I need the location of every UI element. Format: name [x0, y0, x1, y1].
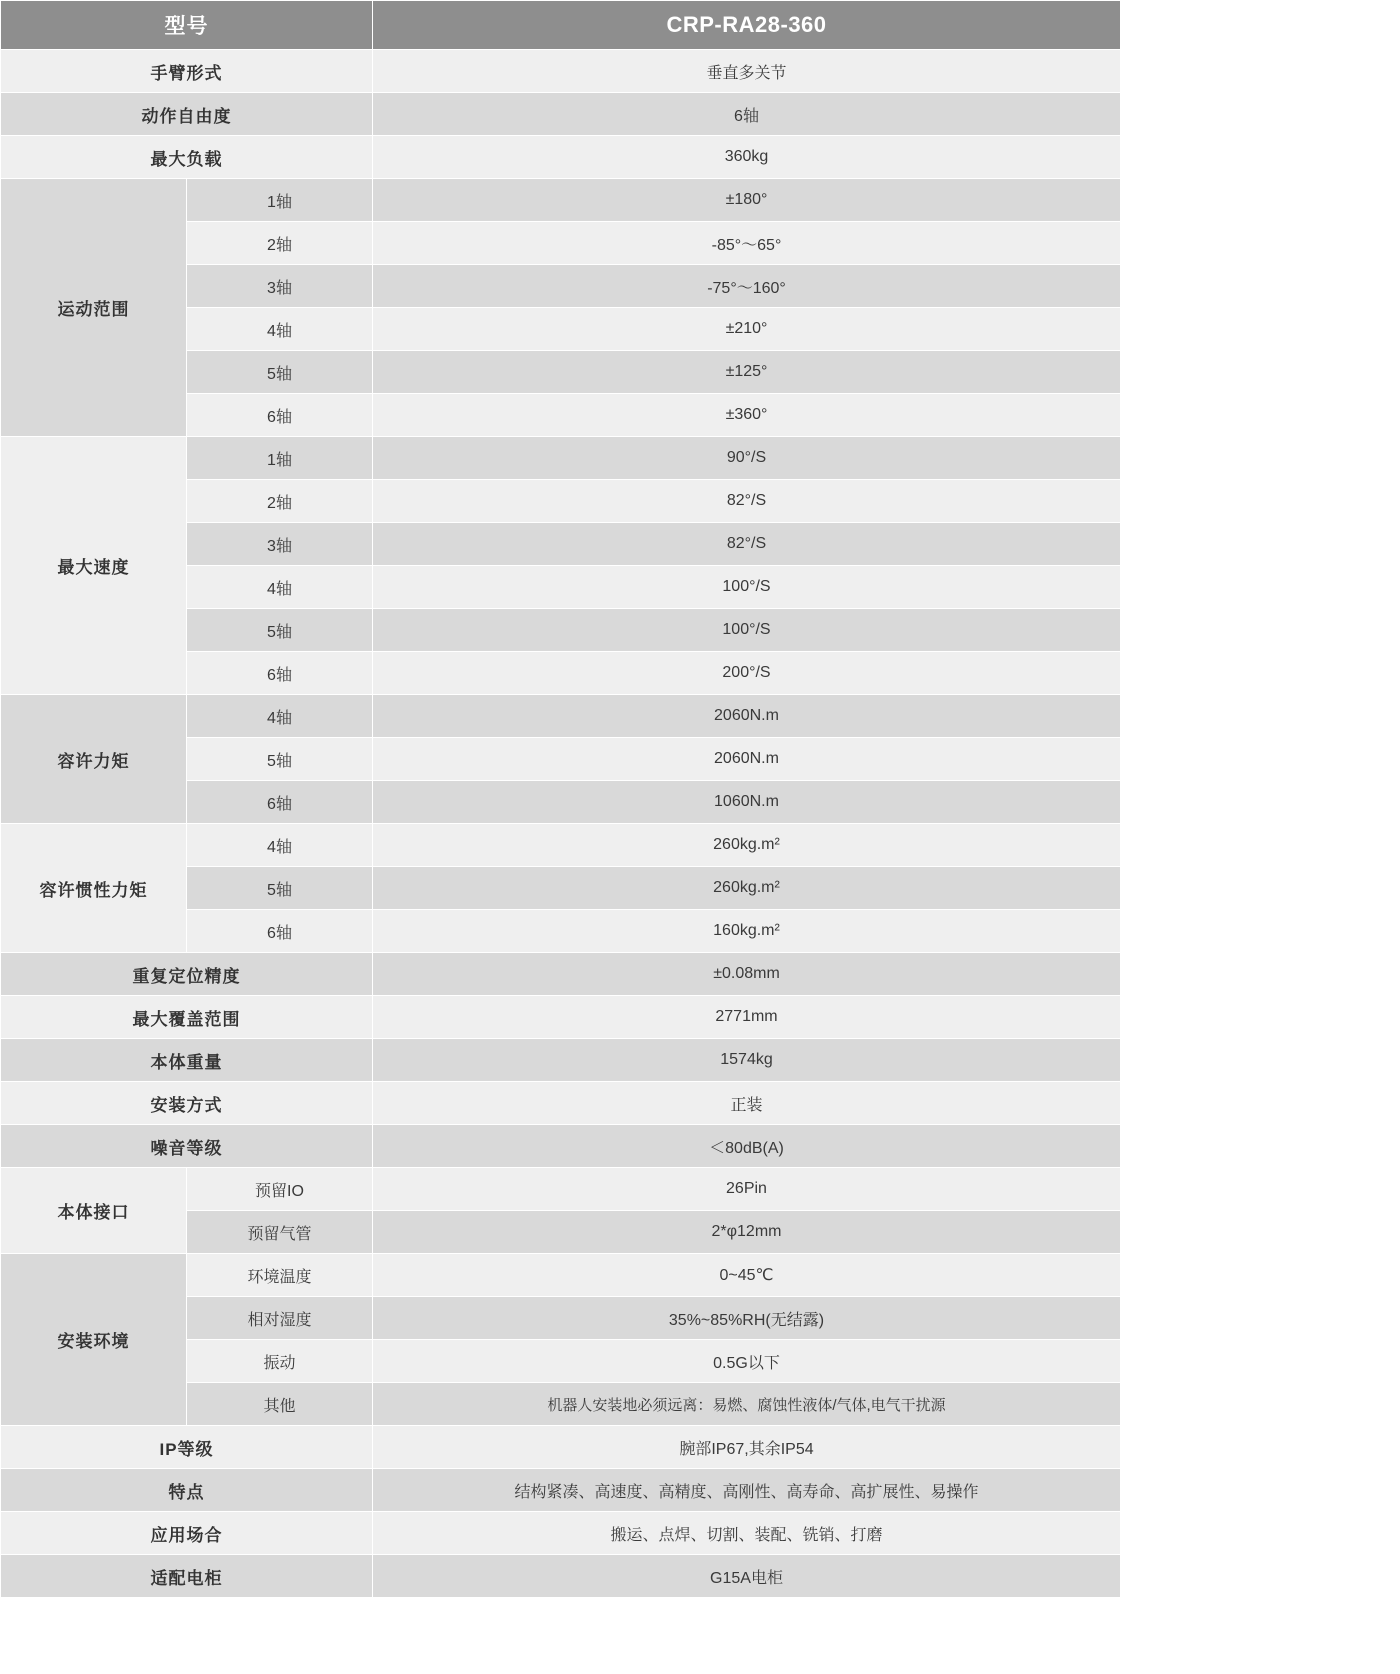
row-value: 160kg.m²: [373, 910, 1121, 953]
row-value: 2*φ12mm: [373, 1211, 1121, 1254]
row-value: 260kg.m²: [373, 824, 1121, 867]
table-row: [1, 1082, 1121, 1125]
row-sublabel: 6轴: [187, 910, 373, 953]
row-value: ＜80dB(A): [373, 1125, 1121, 1168]
table-row: [1, 179, 1121, 222]
row-value: 垂直多关节: [373, 50, 1121, 93]
row-value: -75°～160°: [373, 265, 1121, 308]
table-row: [1, 1555, 1121, 1598]
table-row: [1, 1125, 1121, 1168]
header-label: 型号: [1, 1, 373, 50]
row-label: 本体重量: [1, 1039, 373, 1082]
row-sublabel: 5轴: [187, 867, 373, 910]
row-value: 2060N.m: [373, 695, 1121, 738]
row-label: 最大负载: [1, 136, 373, 179]
row-value: 0~45℃: [373, 1254, 1121, 1297]
table-row: [1, 93, 1121, 136]
table-row: [1, 695, 1121, 738]
row-value: 0.5G以下: [373, 1340, 1121, 1383]
group-label-max-speed: 最大速度: [1, 437, 187, 695]
row-value: 26Pin: [373, 1168, 1121, 1211]
row-label: 应用场合: [1, 1512, 373, 1555]
table-row: [1, 953, 1121, 996]
row-sublabel: 振动: [187, 1340, 373, 1383]
row-sublabel: 3轴: [187, 265, 373, 308]
row-value: 2771mm: [373, 996, 1121, 1039]
row-sublabel: 3轴: [187, 523, 373, 566]
row-value: ±360°: [373, 394, 1121, 437]
table-row: [1, 996, 1121, 1039]
row-value: 200°/S: [373, 652, 1121, 695]
row-sublabel: 环境温度: [187, 1254, 373, 1297]
row-sublabel: 6轴: [187, 394, 373, 437]
table-row: [1, 1168, 1121, 1211]
row-value: 35%~85%RH(无结露): [373, 1297, 1121, 1340]
row-sublabel: 2轴: [187, 222, 373, 265]
row-value: 90°/S: [373, 437, 1121, 480]
group-label-body-interface: 本体接口: [1, 1168, 187, 1254]
row-label: 最大覆盖范围: [1, 996, 373, 1039]
row-label: 噪音等级: [1, 1125, 373, 1168]
table-row: [1, 824, 1121, 867]
table-body: [1, 1, 1121, 1598]
table-row: [1, 1469, 1121, 1512]
row-value: 1574kg: [373, 1039, 1121, 1082]
table-header-row: [1, 1, 1121, 50]
row-label: 重复定位精度: [1, 953, 373, 996]
row-value: 260kg.m²: [373, 867, 1121, 910]
row-value: 结构紧凑、高速度、高精度、高刚性、高寿命、高扩展性、易操作: [373, 1469, 1121, 1512]
row-sublabel: 其他: [187, 1383, 373, 1426]
row-value: 正装: [373, 1082, 1121, 1125]
table-row: [1, 136, 1121, 179]
row-sublabel: 2轴: [187, 480, 373, 523]
row-sublabel: 5轴: [187, 609, 373, 652]
row-value: ±210°: [373, 308, 1121, 351]
row-sublabel: 1轴: [187, 437, 373, 480]
row-sublabel: 6轴: [187, 781, 373, 824]
row-value: ±125°: [373, 351, 1121, 394]
row-value: 6轴: [373, 93, 1121, 136]
table-row: [1, 50, 1121, 93]
row-sublabel: 4轴: [187, 824, 373, 867]
row-sublabel: 5轴: [187, 738, 373, 781]
row-value: 82°/S: [373, 523, 1121, 566]
row-sublabel: 5轴: [187, 351, 373, 394]
table-row: [1, 1512, 1121, 1555]
row-label: 安装方式: [1, 1082, 373, 1125]
row-sublabel: 4轴: [187, 308, 373, 351]
row-value: -85°～65°: [373, 222, 1121, 265]
row-sublabel: 4轴: [187, 566, 373, 609]
group-label-install-environment: 安装环境: [1, 1254, 187, 1426]
row-value: G15A电柜: [373, 1555, 1121, 1598]
row-label: 适配电柜: [1, 1555, 373, 1598]
row-value: 机器人安装地必须远离：易燃、腐蚀性液体/气体,电气干扰源: [373, 1383, 1121, 1426]
header-model-value: CRP-RA28-360: [373, 1, 1121, 50]
row-value: 腕部IP67,其余IP54: [373, 1426, 1121, 1469]
row-value: ±180°: [373, 179, 1121, 222]
table-row: [1, 437, 1121, 480]
row-value: 搬运、点焊、切割、装配、铣销、打磨: [373, 1512, 1121, 1555]
row-sublabel: 6轴: [187, 652, 373, 695]
row-value: 1060N.m: [373, 781, 1121, 824]
table-row: [1, 1254, 1121, 1297]
row-label: IP等级: [1, 1426, 373, 1469]
group-label-motion-range: 运动范围: [1, 179, 187, 437]
table-row: [1, 1039, 1121, 1082]
row-sublabel: 预留IO: [187, 1168, 373, 1211]
row-value: 2060N.m: [373, 738, 1121, 781]
row-label: 手臂形式: [1, 50, 373, 93]
row-value: 100°/S: [373, 609, 1121, 652]
row-value: ±0.08mm: [373, 953, 1121, 996]
row-label: 特点: [1, 1469, 373, 1512]
group-label-allowable-torque: 容许力矩: [1, 695, 187, 824]
row-sublabel: 4轴: [187, 695, 373, 738]
table-row: [1, 1426, 1121, 1469]
row-value: 100°/S: [373, 566, 1121, 609]
row-label: 动作自由度: [1, 93, 373, 136]
row-value: 82°/S: [373, 480, 1121, 523]
row-sublabel: 相对湿度: [187, 1297, 373, 1340]
row-sublabel: 1轴: [187, 179, 373, 222]
row-value: 360kg: [373, 136, 1121, 179]
row-sublabel: 预留气管: [187, 1211, 373, 1254]
group-label-allowable-inertia: 容许惯性力矩: [1, 824, 187, 953]
